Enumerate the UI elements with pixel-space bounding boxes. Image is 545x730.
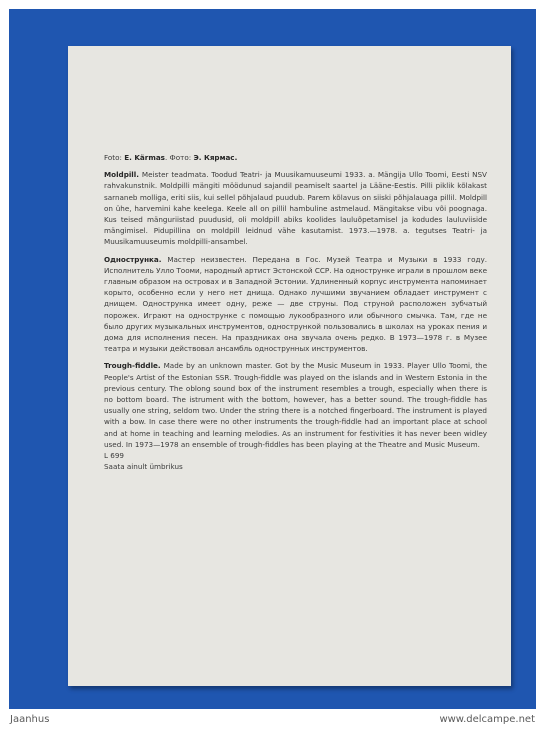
description-text <box>104 152 487 472</box>
estonian-title: Moldpill. <box>104 170 139 180</box>
seller-name: Jaanhus <box>10 714 50 725</box>
english-title: Trough-fiddle. <box>104 361 161 371</box>
site-url: www.delcampe.net <box>439 714 535 725</box>
watermark-footer <box>0 712 545 730</box>
russian-title: Однострунка. <box>104 254 162 264</box>
english-paragraph <box>104 360 487 450</box>
postcard-back <box>68 46 511 686</box>
photographer-name: E. Kärmas <box>124 153 165 162</box>
english-text: Made by an unknown master. Got by the Music Museum in 1933. Player Ullo Toomi, the People's Artist of the Estonian SSR. Trough-fiddle was played on the islands and in Western Estonia in the previous century. The oblong sound box of the instrument resembles a trough, especially when there is no bottom board. The istrument with the bottom, however, has a better sound. The trough-fiddle has usually one string, seldom two. Under the string there is a notched fingerboard. The instrument is played with a bow. In case there were no other instruments the trough-fiddle had an important place at school and at home in teaching and learning melodies. As an instrument for festivities it has never been widley used. In 1973—1978 an ensemble of trough-fiddles has been playing at the Theatre and Music Museum. <box>104 361 487 449</box>
photo-credit: Foto: E. Kärmas. Фото: Э. Кярмас. <box>104 153 238 162</box>
catalog-code: L 699 <box>104 451 125 461</box>
mailing-note: Saata ainult ümbrikus <box>104 462 183 472</box>
russian-text: Мастер неизвестен. Передана в Гос. Музей Театра и Музыки в 1933 году. Исполнитель Улло Тооми, народный артист Эстонской ССР. На однострунке играли в прошлом веке главным образом на островах и в Западной Эстонии. Удлиненный корпус инструмента напоминает корыто, особенно если у него нет днища. Однако лучшими звучанием обладает инструмент с днищем. Однострунка имеет одну, реже — две струны. Под струной расположен зубчатый порожек. Играют на однострунке с помощью лукообразного или обычного смычка. Там, где не было других музыкальных инструментов, однострункой пользовались в школах на уроках пения и дома для исполнения песен. На праздниках она звучала очень редко. В 1973—1978 г. в Музее театра и музыки действовал ансамбль однострунных инструментов. <box>104 254 487 354</box>
russian-paragraph <box>104 254 487 355</box>
estonian-paragraph <box>104 169 487 247</box>
estonian-text: Meister teadmata. Toodud Teatri- ja Muusikamuuseumi 1933. a. Mängija Ullo Toomi, Eesti NSV rahvakunstnik. Moldpilli mängiti möödunud sajandil peamiselt saartel ja Lääne-Eestis. Pilli piklik kõlakast sarnaneb molliga, eriti siis, kui sellel põhjalaud puudub. Parem kõlavus on siiski põhjalauaga pillil. Moldpill on ühe, harvemini kahe keelega. Keele all on pillil hambuline astmelaud. Mängitakse vibu või poognaga. Kus teised mänguriistad puudusid, oli moldpill abiks koolides lauluõpetamisel ja kodudes lauluviisidе mängimisel. Pidupillina on moldpill leidnud vähe kasutamist. 1973.—1978. a. tegutses Teatri- ja Muusikamuuseumis moldpilli-ansambel. <box>104 170 487 247</box>
photographer-name-ru: Э. Кярмас. <box>193 153 238 162</box>
